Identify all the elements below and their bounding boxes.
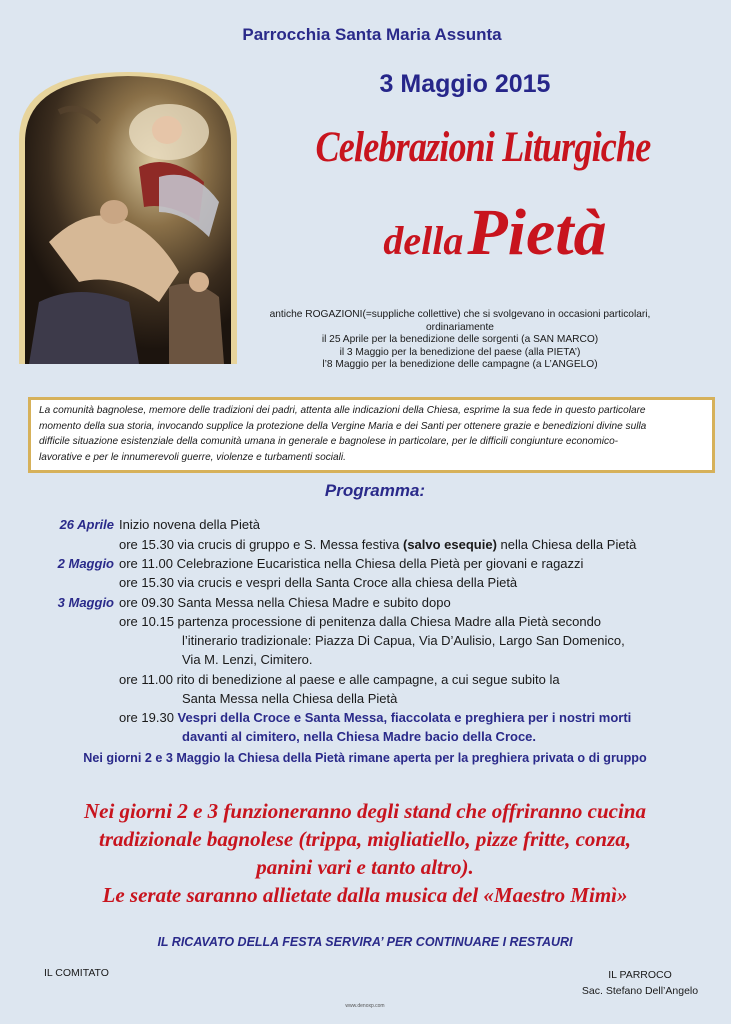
rogations-line: ordinariamente [426, 321, 494, 333]
event-date: 3 Maggio 2015 [379, 70, 551, 98]
intro-box [28, 397, 715, 473]
signature-parroco [560, 967, 720, 999]
program-item: ore 11.00 rito di benedizione al paese e alle campagne, a cui segue subito la [119, 672, 560, 687]
pieta-painting-image [19, 72, 237, 364]
rogations-text [260, 309, 660, 372]
stands-announcement [30, 797, 700, 909]
rogations-line: il 25 Aprile per la benedizione delle sorgenti (a SAN MARCO) [321, 334, 599, 346]
parish-name: Parrocchia Santa Maria Assunta [242, 25, 502, 44]
intro-line: La comunità bagnolese, memore delle tradizioni dei padri, attenta alle indicazioni della Chiesa, esprime la sua fede in questo particolare [39, 405, 646, 416]
stands-line: Le serate saranno allietate dalla musica del «Maestro Mimì» [102, 883, 628, 907]
stands-line: tradizionale bagnolese (trippa, migliatiello, pizze fritte, conza, [98, 827, 631, 851]
programma-title: Programma: [324, 481, 426, 500]
rogations-line: il 3 Maggio per la benedizione del paese (alla PIETA’) [339, 346, 581, 358]
program-item [119, 709, 631, 727]
signature-comitato: IL COMITATO [44, 967, 109, 979]
intro-line: difficile situazione esistenziale della comunità umana in generale e bagnolese in particolare, per le difficili congiunture economico- [39, 436, 619, 448]
title-della: della [383, 218, 464, 263]
program-item: ore 11.00 Celebrazione Eucaristica nella Chiesa della Pietà per giovani e ragazzi [119, 556, 584, 571]
parroco-title: IL PARROCO [608, 969, 672, 981]
intro-line: momento della sua storia, invocando supplice la protezione della Vergine Maria e dei Santi per ottenere grazie e benedizioni divine sulla [39, 420, 647, 432]
rogations-line: antiche ROGAZIONI(=suppliche collettive) che si svolgevano in occasioni particolari, [269, 309, 651, 320]
program-item-bold: Vespri della Croce e Santa Messa, fiaccolata e preghiera per i nostri morti [177, 710, 632, 725]
program-item-bold: (salvo esequie) [402, 537, 497, 552]
parroco-name: Sac. Stefano Dell’Angelo [581, 985, 699, 997]
day-label: 3 Maggio [57, 595, 114, 610]
program-item-cont: Santa Messa nella Chiesa della Pietà [182, 691, 398, 706]
intro-line: lavorative e per le innumerevoli guerre, violenze e turbamenti sociali. [39, 451, 346, 463]
stands-line: panini vari e tanto altro). [256, 855, 474, 879]
program-item-cont: Via M. Lenzi, Cimitero. [182, 652, 313, 667]
title-pieta: Pietà [467, 196, 607, 269]
program-item-time: ore 19.30 [119, 710, 178, 725]
program-item: ore 10.15 partenza processione di penitenza dalla Chiesa Madre alla Pietà secondo [119, 614, 602, 629]
footer-url: www.denoxp.com [345, 1003, 385, 1009]
stands-line: Nei giorni 2 e 3 funzioneranno degli stand che offriranno cucina [83, 799, 647, 823]
restoration-note: IL RICAVATO DELLA FESTA SERVIRA’ PER CONTINUARE I RESTAURI [157, 935, 573, 949]
title-della-pieta [350, 195, 640, 271]
rogations-line: l’8 Maggio per la benedizione delle campagne (a L’ANGELO) [322, 359, 598, 371]
program-item-text: ore 15.30 via crucis di gruppo e S. Messa festiva [119, 537, 403, 552]
program-item: ore 09.30 Santa Messa nella Chiesa Madre e subito dopo [119, 595, 451, 610]
day-label: 2 Maggio [57, 556, 114, 571]
program-item-cont: davanti al cimitero, nella Chiesa Madre bacio della Croce. [182, 729, 537, 744]
program-item-text: nella Chiesa della Pietà [496, 537, 637, 552]
church-open-note: Nei giorni 2 e 3 Maggio la Chiesa della Pietà rimane aperta per la preghiera privata o di gruppo [83, 751, 647, 765]
program-item-cont: l’itinerario tradizionale: Piazza Di Capua, Via D’Aulisio, Largo San Domenico, [182, 633, 625, 648]
pieta-painting [19, 72, 237, 364]
title-celebrazioni: Celebrazioni Liturgiche [315, 124, 651, 171]
program-item: Inizio novena della Pietà [119, 517, 260, 532]
program-item [119, 536, 636, 554]
program-item: ore 15.30 via crucis e vespri della Santa Croce alla chiesa della Pietà [119, 575, 518, 590]
day-label: 26 Aprile [59, 517, 114, 532]
